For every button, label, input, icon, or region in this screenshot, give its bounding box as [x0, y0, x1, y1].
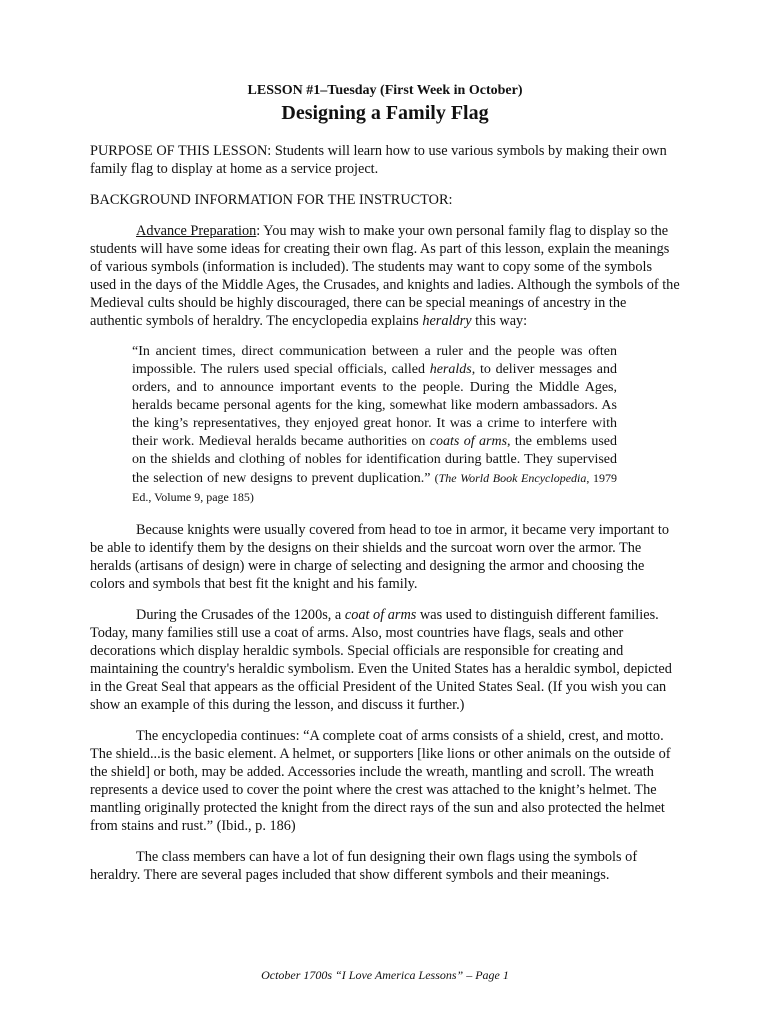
crusades-paragraph: [90, 606, 680, 714]
knights-paragraph: Because knights were usually covered from head to toe in armor, it became very important to be able to identify them by the designs on their shields and the surcoat worn over the armor. The heralds (artisans of design) were in charge of selecting and designing the armor and choosing the colors and symbols that best fit the knight and his family.: [90, 522, 669, 592]
citation-source: The World Book Encyclopedia: [438, 471, 587, 485]
heralds-term: heralds: [429, 362, 472, 377]
page-footer: October 1700s “I Love America Lessons” – Page 1: [261, 968, 509, 982]
crusades-part-1: During the Crusades of the 1200s, a: [136, 607, 345, 623]
citation-details: , 1979 Ed., Volume 9, page 185): [132, 471, 618, 504]
quote-part-2: , to deliver messages and orders, and to announce important events to the people. During the Middle Ages, heralds became personal agents for the king, somewhat like modern ambassadors. As the king’s representatives, they enjoyed great honor. It was a crime to interfere with their work. Medieval heralds became authorities on: [132, 362, 617, 449]
encyclopedia-quote: [90, 343, 617, 507]
lesson-heading: LESSON #1–Tuesday (First Week in October): [247, 83, 523, 98]
citation-open: (: [434, 471, 439, 485]
crusades-part-2: was used to distinguish different families. Today, many families still use a coat of arms. Also, most countries have flags, seals and other decorations which display heraldic symbols. Special officials are responsible for creating and maintaining the country's heraldic symbolism. Even the United States has a heraldic symbol, depicted in the Great Seal that appears as the official President of the United States Seal. (If you wish you can show an example of this during the lesson, and discuss it further.): [90, 607, 672, 713]
quote-part-3: , the emblems used on the shields and clothing of nobles for identification during battle. They supervised the selection of new designs to prevent duplication.”: [132, 434, 618, 486]
heraldry-term: heraldry: [422, 313, 472, 329]
class-paragraph: The class members can have a lot of fun designing their own flags using the symbols of heraldry. There are several pages included that show different symbols and their meanings.: [90, 849, 638, 883]
page-title: Designing a Family Flag: [281, 102, 489, 124]
encyclopedia-paragraph: The encyclopedia continues: “A complete coat of arms consists of a shield, crest, and motto. The shield...is the basic element. A helmet, or supporters [like lions or other animals on the outside of the shield] or both, may be added. Accessories include the wreath, mantling and scroll. The wreath represents a device used to cover the point where the crest was attached to the knight’s helmet. The mantling originally protected the knight from the direct rays of the sun and also protected the helmet from stains and rust.” (Ibid., p. 186): [90, 728, 671, 834]
advance-preparation-paragraph: [90, 222, 680, 330]
background-heading: BACKGROUND INFORMATION FOR THE INSTRUCTOR:: [90, 192, 453, 208]
coats-of-arms-term: coats of arms: [429, 434, 508, 449]
purpose-paragraph: PURPOSE OF THIS LESSON: Students will learn how to use various symbols by making their own family flag to display at home as a service project.: [90, 143, 667, 177]
coat-of-arms-term: coat of arms: [344, 607, 417, 623]
document-body: [90, 142, 680, 897]
quote-part-1: “In ancient times, direct communication between a ruler and the people was often impossible. The rulers used special officials, called: [132, 344, 617, 377]
advance-text-1: : You may wish to make your own personal family flag to display so the students will have some ideas for creating their own flag. As part of this lesson, explain the meanings of various symbols (information is included). The students may want to copy some of the symbols used in the days of the Middle Ages, the Crusades, and knights and ladies. Although the symbols of the Medieval cults should be highly discouraged, there can be special meanings of ancestry in the authentic symbols of heraldry. The encyclopedia explains: [90, 223, 680, 329]
advance-text-2: this way:: [471, 313, 528, 329]
advance-preparation-label: Advance Preparation: [136, 223, 257, 239]
